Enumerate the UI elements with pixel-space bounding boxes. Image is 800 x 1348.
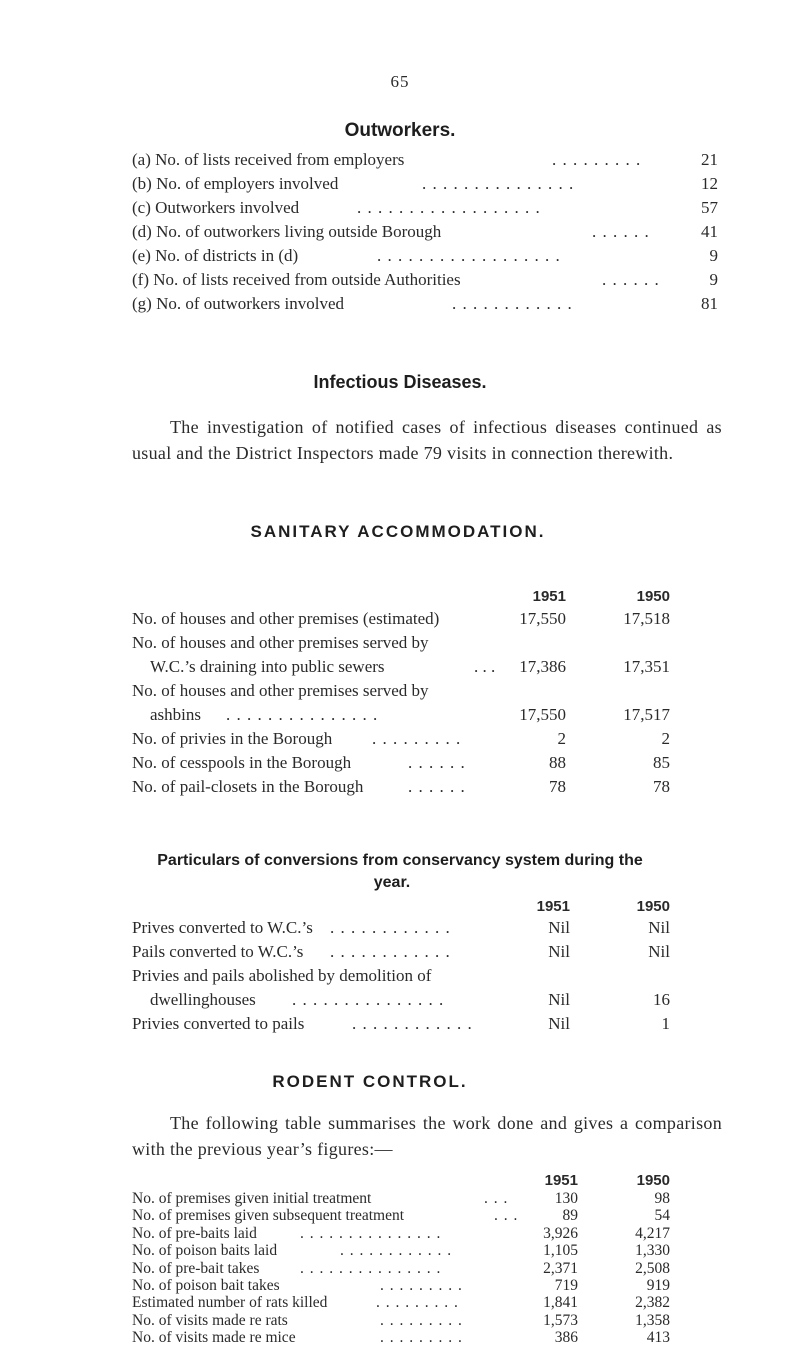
outworkers-value: 9 <box>709 246 718 265</box>
leader-dots: . . . . . . . . . . . . . . . <box>226 705 379 724</box>
leader-dots: . . . . . . . . . . . . <box>330 918 451 937</box>
outworkers-value: 41 <box>701 222 718 241</box>
conversions-value-1950: Nil <box>648 942 670 961</box>
sanitary-label: No. of pail-closets in the Borough <box>132 777 364 796</box>
conversions-value-1950: Nil <box>648 918 670 937</box>
rodent-value-1951: 386 <box>554 1329 578 1347</box>
sanitary-value-1951: 78 <box>549 777 566 796</box>
sanitary-label: No. of houses and other premises served by <box>132 681 429 700</box>
conversions-col-1951: 1951 <box>536 898 570 915</box>
rodent-label: No. of premises given subsequent treatment <box>132 1207 405 1225</box>
sanitary-value-1950: 17,351 <box>623 657 670 676</box>
rodent-heading: RODENT CONTROL. <box>272 1072 468 1091</box>
conversions-label: Privies and pails abolished by demolition of <box>132 966 432 985</box>
conversions-value-1951: Nil <box>548 918 570 937</box>
rodent-value-1951: 1,573 <box>543 1311 578 1329</box>
list-item <box>132 292 722 316</box>
leader-dots: . . . . . . . . . . . . . . . <box>422 174 575 193</box>
conversions-value-1951: Nil <box>548 942 570 961</box>
leader-dots: . . . . . . . . . <box>552 150 642 169</box>
conversions-label: Privies converted to pails <box>132 1014 305 1033</box>
sanitary-label: No. of houses and other premises (estimated) <box>132 609 440 628</box>
leader-dots: . . . <box>474 657 496 676</box>
rodent-value-1951: 3,926 <box>543 1224 578 1242</box>
rodent-label: No. of visits made re rats <box>132 1311 288 1329</box>
outworkers-value: 57 <box>701 198 718 217</box>
leader-dots: . . . . . . . . . . . . . . . <box>292 990 445 1009</box>
leader-dots: . . . . . . . . . . . . <box>330 942 451 961</box>
outworkers-value: 12 <box>701 174 718 193</box>
outworkers-value: 81 <box>701 294 718 313</box>
list-item <box>132 196 722 220</box>
sanitary-value-1951: 17,550 <box>519 609 566 628</box>
conversions-label: Prives converted to W.C.’s <box>132 918 313 937</box>
rodent-value-1950: 2,508 <box>635 1259 670 1277</box>
rodent-value-1951: 89 <box>562 1207 578 1225</box>
sanitary-label: ashbins <box>150 705 201 724</box>
rodent-value-1951: 2,371 <box>543 1259 578 1277</box>
leader-dots: . . . . . . . . . <box>372 729 462 748</box>
rodent-paragraph: The following table summarises the work done and gives a comparison with the previous year’s figures:— <box>132 1113 722 1159</box>
rodent-value-1950: 4,217 <box>635 1224 670 1242</box>
rodent-value-1950: 54 <box>654 1207 670 1225</box>
rodent-value-1951: 1,105 <box>543 1242 578 1260</box>
rodent-value-1951: 1,841 <box>543 1294 578 1312</box>
sanitary-col-1950: 1950 <box>636 588 670 605</box>
leader-dots: . . . <box>484 1190 509 1207</box>
conversions-heading-cont: year. <box>373 874 411 891</box>
rodent-value-1950: 919 <box>646 1277 670 1294</box>
list-item <box>132 268 722 292</box>
leader-dots: . . . . . . . . . . . . . . . <box>300 1259 442 1277</box>
rodent-value-1950: 2,382 <box>635 1294 670 1312</box>
conversions-label: Pails converted to W.C.’s <box>132 942 304 961</box>
sanitary-value-1950: 78 <box>653 777 670 796</box>
sanitary-col-1951: 1951 <box>532 588 566 605</box>
sanitary-value-1950: 17,518 <box>623 609 670 628</box>
sanitary-label: No. of privies in the Borough <box>132 729 333 748</box>
rodent-value-1950: 1,358 <box>635 1311 670 1329</box>
sanitary-label: W.C.’s draining into public sewers <box>150 657 385 676</box>
conversions-value-1950: 1 <box>661 1014 670 1033</box>
sanitary-value-1951: 17,550 <box>519 705 566 724</box>
leader-dots: . . . . . . . . . <box>380 1277 463 1294</box>
outworkers-label: (e) No. of districts in (d) <box>132 246 299 265</box>
conversions-col-1950: 1950 <box>636 898 670 915</box>
rodent-label: No. of visits made re mice <box>132 1329 296 1347</box>
rodent-label: No. of pre-baits laid <box>132 1224 257 1242</box>
conversions-heading: Particulars of conversions from conservancy system during the <box>157 852 643 869</box>
outworkers-label: (b) No. of employers involved <box>132 174 339 193</box>
sanitary-value-1950: 17,517 <box>623 705 670 724</box>
leader-dots: . . . . . . . . . <box>380 1311 463 1329</box>
rodent-value-1950: 413 <box>646 1329 670 1347</box>
sanitary-label: No. of cesspools in the Borough <box>132 753 352 772</box>
leader-dots: . . . . . . <box>592 222 650 241</box>
conversions-value-1951: Nil <box>548 990 570 1009</box>
leader-dots: . . . . . . <box>408 753 466 772</box>
rodent-value-1951: 130 <box>554 1190 578 1207</box>
leader-dots: . . . . . . . . . . . . <box>452 294 573 313</box>
infectious-paragraph: The investigation of notified cases of infectious diseases continued as usual and the District Inspectors made 79 visits in connection therewith. <box>132 417 722 463</box>
rodent-col-1951: 1951 <box>544 1172 578 1189</box>
outworkers-label: (c) Outworkers involved <box>132 198 300 217</box>
rodent-label: No. of poison baits laid <box>132 1242 278 1260</box>
sanitary-value-1951: 17,386 <box>519 657 566 676</box>
outworkers-label: (g) No. of outworkers involved <box>132 294 344 313</box>
list-item <box>132 172 722 196</box>
rodent-col-1950: 1950 <box>636 1172 670 1189</box>
leader-dots: . . . . . . . . . . . . . . . <box>300 1224 442 1242</box>
list-item <box>132 148 722 172</box>
rodent-value-1950: 98 <box>654 1190 670 1207</box>
leader-dots: . . . . . . . . . . . . <box>352 1014 473 1033</box>
rodent-value-1950: 1,330 <box>635 1242 670 1260</box>
outworkers-label: (d) No. of outworkers living outside Borough <box>132 222 442 241</box>
leader-dots: . . . . . . . . . . . . . . . . . . <box>357 198 541 217</box>
leader-dots: . . . . . . . . . . . . . . . . . . <box>377 246 561 265</box>
leader-dots: . . . . . . . . . <box>376 1294 459 1312</box>
rodent-label: No. of pre-bait takes <box>132 1259 260 1277</box>
list-item <box>132 220 722 244</box>
rodent-label: No. of premises given initial treatment <box>132 1190 372 1207</box>
outworkers-label: (f) No. of lists received from outside Authorities <box>132 270 461 289</box>
outworkers-heading: Outworkers. <box>344 120 456 141</box>
outworkers-value: 21 <box>701 150 718 169</box>
sanitary-value-1950: 2 <box>661 729 670 748</box>
conversions-label: dwellinghouses <box>150 990 256 1009</box>
sanitary-value-1951: 2 <box>557 729 566 748</box>
conversions-value-1951: Nil <box>548 1014 570 1033</box>
leader-dots: . . . . . . . . . <box>380 1329 463 1347</box>
sanitary-value-1951: 88 <box>549 753 566 772</box>
outworkers-value: 9 <box>709 270 718 289</box>
leader-dots: . . . <box>494 1207 519 1225</box>
conversions-value-1950: 16 <box>653 990 670 1009</box>
outworkers-label: (a) No. of lists received from employers <box>132 150 405 169</box>
rodent-label: Estimated number of rats killed <box>132 1294 328 1312</box>
list-item <box>132 244 722 268</box>
infectious-heading: Infectious Diseases. <box>313 372 487 392</box>
sanitary-value-1950: 85 <box>653 753 670 772</box>
rodent-label: No. of poison bait takes <box>132 1277 280 1294</box>
leader-dots: . . . . . . . . . . . . <box>340 1242 453 1260</box>
page-number: 65 <box>390 72 410 91</box>
leader-dots: . . . . . . <box>408 777 466 796</box>
leader-dots: . . . . . . <box>602 270 660 289</box>
sanitary-heading: SANITARY ACCOMMODATION. <box>250 522 546 541</box>
rodent-value-1951: 719 <box>554 1277 578 1294</box>
sanitary-label: No. of houses and other premises served by <box>132 633 429 652</box>
